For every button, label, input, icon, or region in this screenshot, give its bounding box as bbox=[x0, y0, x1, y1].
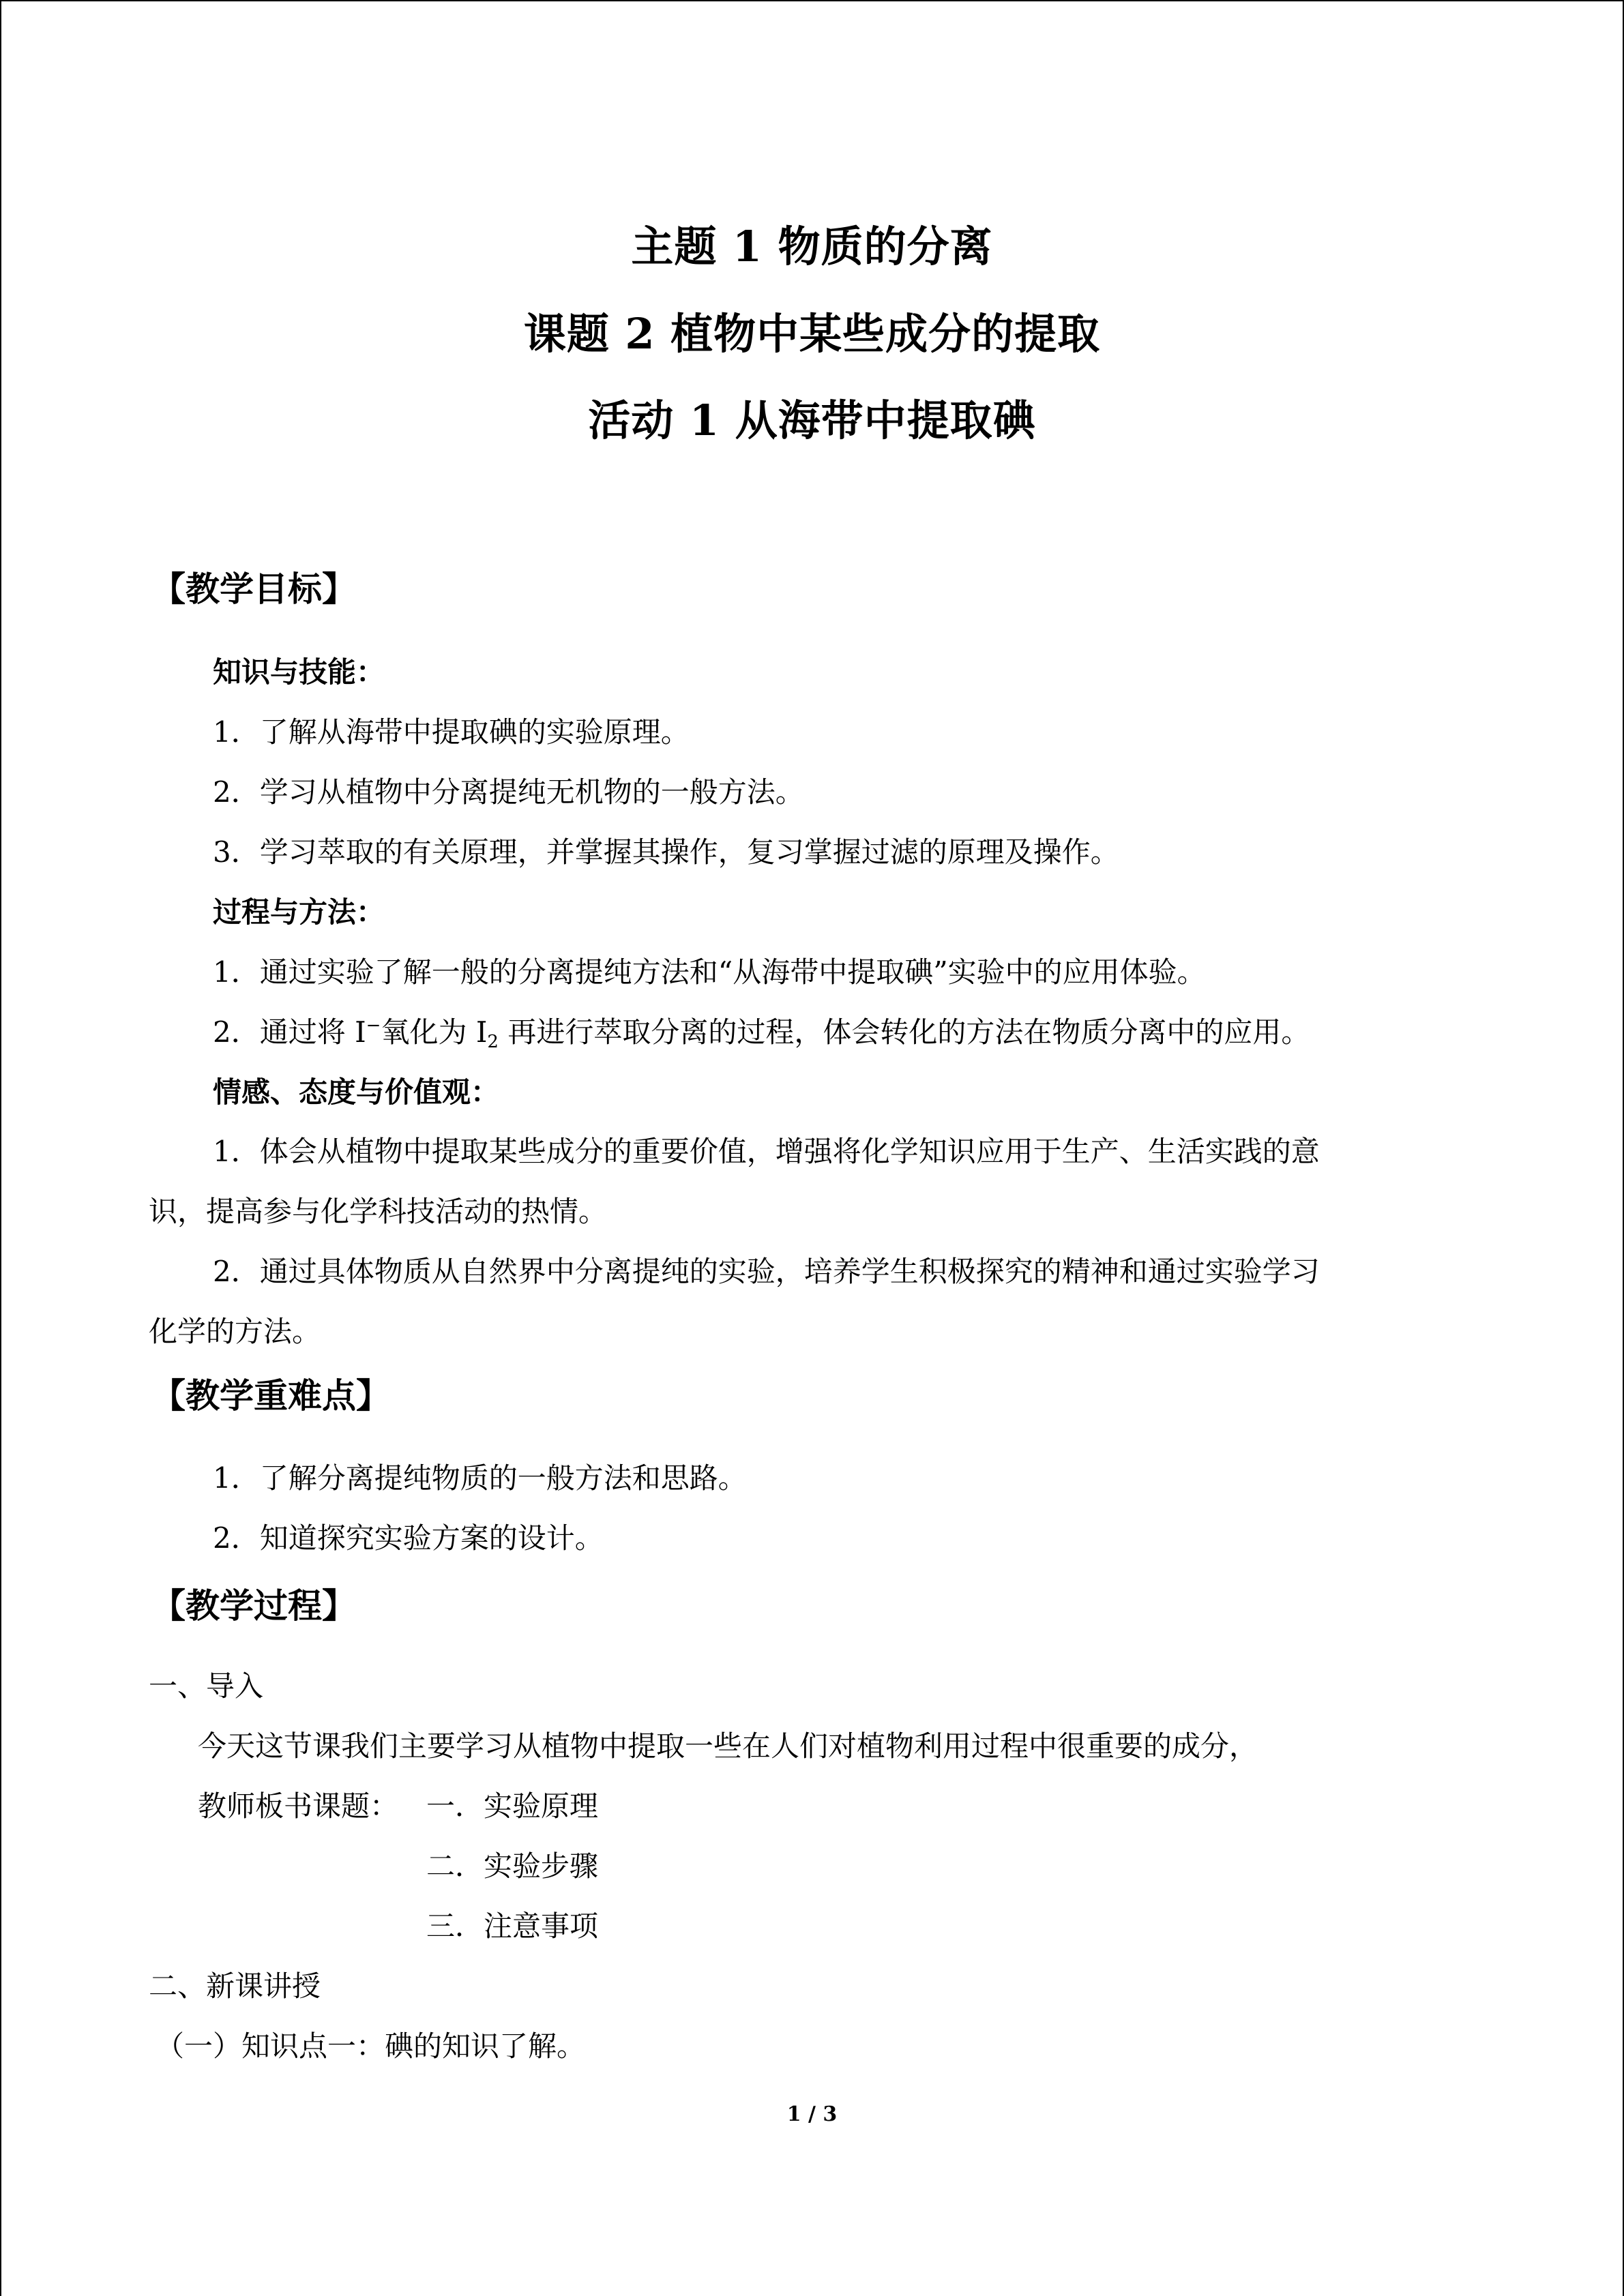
process-item-2 bbox=[213, 1010, 1310, 1051]
title-topic: 课题 2 植物中某些成分的提取 bbox=[523, 309, 1101, 359]
board-item-1: 一．实验原理 bbox=[426, 1789, 599, 1823]
heading-teaching-process: 【教学过程】 bbox=[151, 1585, 356, 1626]
knowledge-item-1: 1．了解从海带中提取碘的实验原理。 bbox=[213, 715, 690, 749]
emotion-item-2-line-2: 化学的方法。 bbox=[149, 1315, 321, 1348]
heading-key-points: 【教学重难点】 bbox=[151, 1375, 390, 1416]
step-introduction: 一、导入 bbox=[149, 1669, 264, 1703]
heading-teaching-goals: 【教学目标】 bbox=[151, 569, 356, 609]
page-number: 1 / 3 bbox=[786, 2102, 838, 2126]
intro-text: 今天这节课我们主要学习从植物中提取一些在人们对植物利用过程中很重要的成分， bbox=[198, 1729, 1258, 1763]
process-item-1: 1．通过实验了解一般的分离提纯方法和“从海带中提取碘”实验中的应用体验。 bbox=[213, 955, 1206, 989]
process-item-2-part-c: 再进行萃取分离的过程，体会转化的方法在物质分离中的应用。 bbox=[498, 1015, 1310, 1049]
key-point-2: 2．知道探究实验方案的设计。 bbox=[213, 1521, 604, 1555]
process-item-2-part-b: 氧化为 I bbox=[381, 1015, 488, 1049]
emotion-item-2-line-1: 2．通过具体物质从自然界中分离提纯的实验，培养学生积极探究的精神和通过实验学习 bbox=[213, 1255, 1320, 1288]
iodide-charge: − bbox=[366, 1015, 381, 1036]
step-new-lesson: 二、新课讲授 bbox=[149, 1969, 321, 2003]
emotion-item-1-line-2: 识，提高参与化学科技活动的热情。 bbox=[149, 1195, 608, 1228]
title-activity: 活动 1 从海带中提取碘 bbox=[588, 396, 1036, 445]
key-point-1: 1．了解分离提纯物质的一般方法和思路。 bbox=[213, 1461, 747, 1495]
knowledge-point-1: （一）知识点一：碘的知识了解。 bbox=[156, 2029, 586, 2063]
heading-emotion-values: 情感、态度与价值观： bbox=[213, 1075, 500, 1109]
emotion-item-1-line-1: 1．体会从植物中提取某些成分的重要价值，增强将化学知识应用于生产、生活实践的意 bbox=[213, 1135, 1320, 1168]
heading-knowledge-skills: 知识与技能： bbox=[213, 655, 385, 689]
knowledge-item-3: 3．学习萃取的有关原理，并掌握其操作，复习掌握过滤的原理及操作。 bbox=[213, 835, 1119, 869]
knowledge-item-2: 2．学习从植物中分离提纯无机物的一般方法。 bbox=[213, 775, 804, 809]
board-item-3: 三．注意事项 bbox=[426, 1909, 599, 1943]
board-item-2: 二．实验步骤 bbox=[426, 1849, 599, 1883]
heading-process-methods: 过程与方法： bbox=[213, 895, 385, 929]
iodine-subscript: 2 bbox=[487, 1032, 499, 1052]
title-theme: 主题 1 物质的分离 bbox=[631, 222, 993, 271]
process-item-2-part-a: 2．通过将 I bbox=[213, 1015, 366, 1049]
board-label: 教师板书课题： bbox=[198, 1789, 399, 1823]
